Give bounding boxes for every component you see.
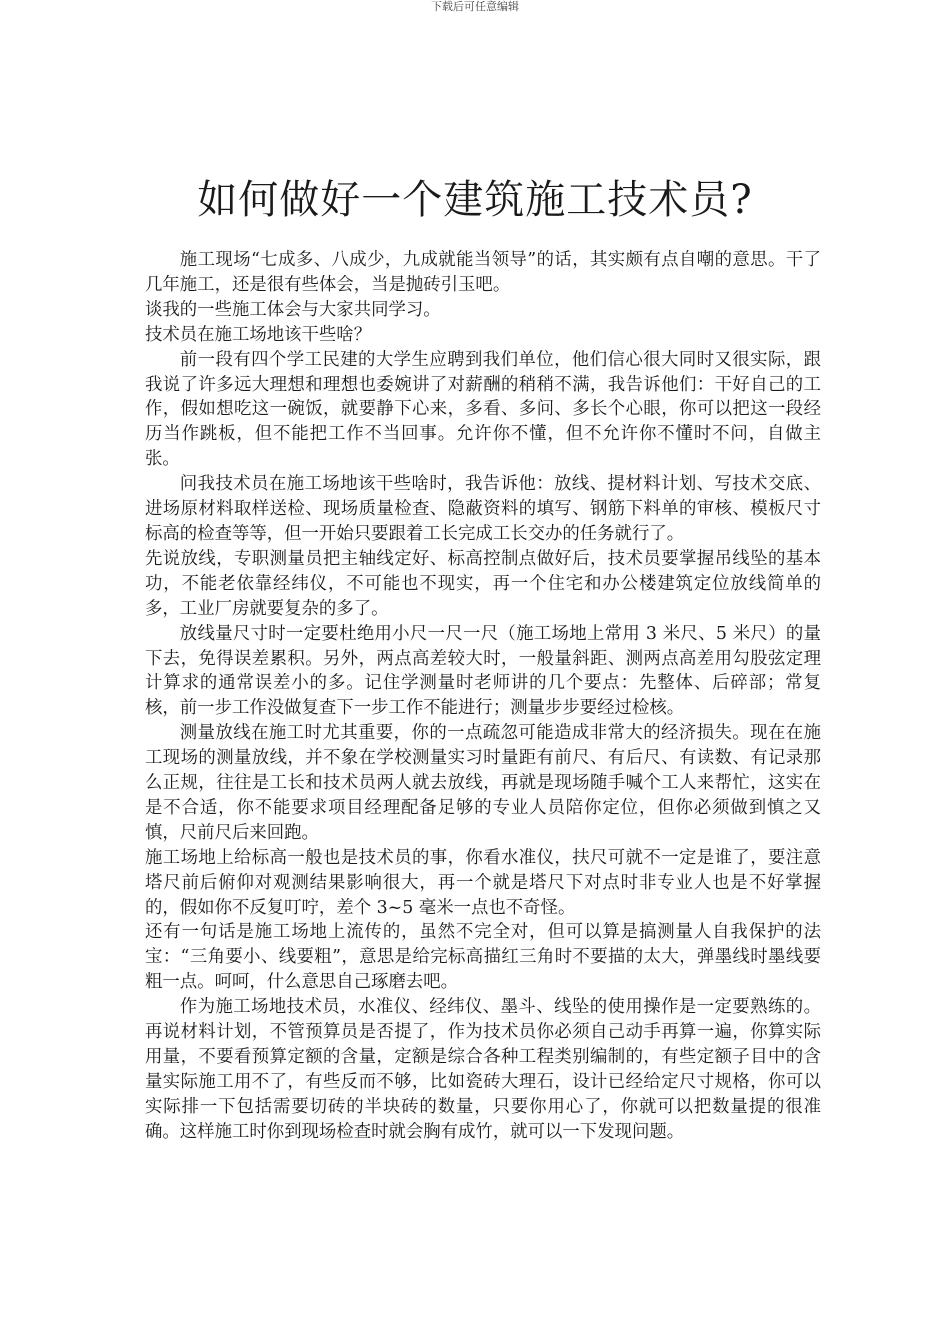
- paragraph: 问我技术员在施工场地该干些啥时，我告诉他：放线、提材料计划、写技术交底、进场原材料取样送检、现场质量检查、隐蔽资料的填写、钢筋下料单的审核、模板尺寸标高的检查等等，但一开始只要跟着工长完成工长交办的任务就行了。: [145, 474, 821, 544]
- paragraph: 施工场地上给标高一般也是技术员的事，你看水准仪，扶尺可就不一定是谁了，要注意塔尺前后俯仰对观测结果影响很大，再一个就是塔尺下对点时非专业人也是不好掌握的，假如你不反复叮咛，差个 3~5 毫米一点也不奇怪。: [145, 847, 821, 918]
- document-title: 如何做好一个建筑施工技术员?: [197, 177, 753, 223]
- paragraph: 前一段有四个学工民建的大学生应聘到我们单位，他们信心很大同时又很实际，跟我说了许多远大理想和理想也委婉讲了对薪酬的稍稍不满，我告诉他们：干好自己的工作，假如想吃这一碗饭，就要静下心来，多看、多问、多长个心眼，你可以把这一段经历当作跳板，但不能把工作不当回事。允许你不懂，但不允许你不懂时不问，自做主张。: [145, 349, 821, 470]
- paragraph: 测量放线在施工时尤其重要，你的一点疏忽可能造成非常大的经济损失。现在在施工现场的测量放线，并不象在学校测量实习时量距有前尺、有后尺、有读数、有记录那么正规，往往是工长和技术员两人就去放线，再就是现场随手喊个工人来帮忙，这实在是不合适，你不能要求项目经理配备足够的专业人员陪你定位，但你必须做到慎之又慎，尺前尺后来回跑。: [145, 723, 821, 843]
- paragraph: 先说放线，专职测量员把主轴线定好、标高控制点做好后，技术员要掌握吊线坠的基本功，不能老依靠经纬仪，不可能也不现实，再一个住宅和办公楼建筑定位放线简单的多，工业厂房就要复杂的多了。: [145, 548, 821, 619]
- paragraph: 放线量尺寸时一定要杜绝用小尺一尺一尺（施工场地上常用 3 米尺、5 米尺）的量下去，免得误差累积。另外，两点高差较大时，一般量斜距、测两点高差用勾股弦定理计算求的通常误差小的多。记住学测量时老师讲的几个要点：先整体、后碎部；常复核，前一步工作没做复查下一步工作不能进行；测量步步要经过检核。: [145, 623, 821, 719]
- document-body: [145, 248, 821, 1145]
- paragraph: 施工现场“七成多、八成少，九成就能当领导”的话，其实颇有点自嘲的意思。干了几年施工，还是很有些体会，当是抛砖引玉吧。: [145, 250, 821, 295]
- paragraph: 技术员在施工场地该干些啥？: [145, 324, 372, 345]
- paragraph: 还有一句话是施工场地上流传的，虽然不完全对，但可以算是搞测量人自我保护的法宝：“三角要小、线要粗”，意思是给完标高描红三角时不要描的太大，弹墨线时墨线要粗一点。呵呵，什么意思自己琢磨去吧。: [145, 922, 821, 993]
- page-header-note: 下载后可任意编辑: [431, 0, 519, 13]
- paragraph: 谈我的一些施工体会与大家共同学习。: [145, 299, 441, 320]
- paragraph: 作为施工场地技术员，水准仪、经纬仪、墨斗、线坠的使用操作是一定要熟练的。 再说材料计划，不管预算员是否提了，作为技术员你必须自己动手再算一遍，你算实际用量，不要看预算定额的含量，定额是综合各种工程类别编制的，有些定额子目中的含量实际施工用不了，有些反而不够，比如瓷砖大理石，设计已经给定尺寸规格，你可以实际排一下包括需要切砖的半块砖的数量，只要你用心了，你就可以把数量提的很准确。这样施工时你到现场检查时就会胸有成竹，就可以一下发现问题。: [145, 997, 821, 1142]
